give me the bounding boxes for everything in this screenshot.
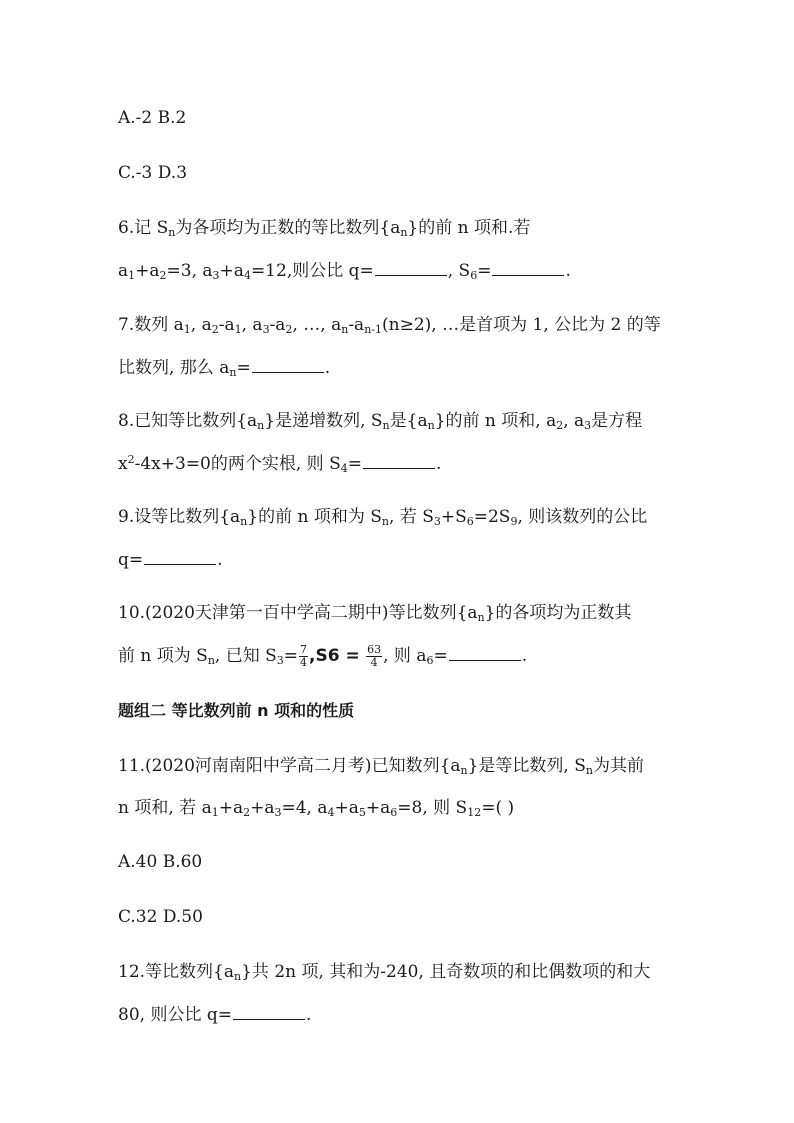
fraction-63-over-4: $\frac{63}{4}$ (367, 643, 382, 669)
question-6-line-1: 6.记 $S_n$为各项均为正数的等比数列$\{a_n\}$的前 n 项和.若 (118, 218, 531, 239)
question-6-line-2: $a_1+a_2=3$, $a_3+a_4=12$,则公比 q= , $S_6=$ . (118, 261, 571, 282)
fraction-7-over-4: $\frac{7}{4}$ (300, 643, 308, 669)
question-9-line-2: q= . (118, 550, 223, 570)
options-q5-cd: C.-3 D.3 (118, 163, 188, 183)
options-q11-ab: A.40 B.60 (118, 852, 203, 872)
question-11-line-1: 11.(2020河南南阳中学高二月考)已知数列$\{a_n\}$是等比数列, $S_n$为其前 (118, 756, 644, 777)
answer-blank-q8[interactable] (363, 452, 435, 469)
question-8-line-2: $x^2-4x+3=0$的两个实根, 则 $S_4=$ . (118, 453, 442, 475)
question-10-line-2: 前 n 项为 $S_n$, 已知 $S_3=$ $\frac{7}{4}$ ,S6 = $\frac{63}{4}$ , 则 $a_6=$ . (118, 643, 528, 669)
question-12-line-2: 80, 则公比 q= . (118, 1005, 312, 1025)
answer-blank-q7[interactable] (252, 356, 324, 373)
question-8-line-1: 8.已知等比数列$\{a_n\}$是递增数列, $S_n$是$\{a_n\}$的前 n 项和, $a_2$, $a_3$是方程 (118, 411, 643, 432)
section-heading: 题组二 等比数列前 n 项和的性质 (118, 701, 355, 720)
answer-blank-q6-s6[interactable] (492, 259, 564, 276)
question-11-line-2: n 项和, 若 $a_1+a_2+a_3=4$, $a_4+a_5+a_6=8$, 则 $S_{12}=$( ) (118, 798, 515, 819)
options-q11-cd: C.32 D.50 (118, 907, 203, 927)
options-q5-ab: A.-2 B.2 (118, 108, 187, 128)
question-7-line-1: 7.数列 $a_1$, $a_2-a_1$, $a_3-a_2$, …, $a_n-a_{n-1}(n\ge 2)$, …是首项为 1, 公比为 2 的等 (118, 315, 661, 336)
question-7-line-2: 比数列, 那么 $a_n=$ . (118, 358, 331, 379)
answer-blank-q9[interactable] (144, 548, 216, 565)
question-9-line-1: 9.设等比数列$\{a_n\}$的前 n 项和为 $S_n$, 若 $S_3+S_6=2S_9$, 则该数列的公比 (118, 507, 648, 528)
answer-blank-q6-q[interactable] (375, 259, 447, 276)
question-10-line-1: 10.(2020天津第一百中学高二期中)等比数列$\{a_n\}$的各项均为正数其 (118, 603, 632, 624)
answer-blank-q10[interactable] (449, 644, 521, 661)
question-12-line-1: 12.等比数列$\{a_n\}$共 2n 项, 其和为-240, 且奇数项的和比偶数项的和大 (118, 962, 651, 983)
answer-blank-q12[interactable] (233, 1003, 305, 1020)
